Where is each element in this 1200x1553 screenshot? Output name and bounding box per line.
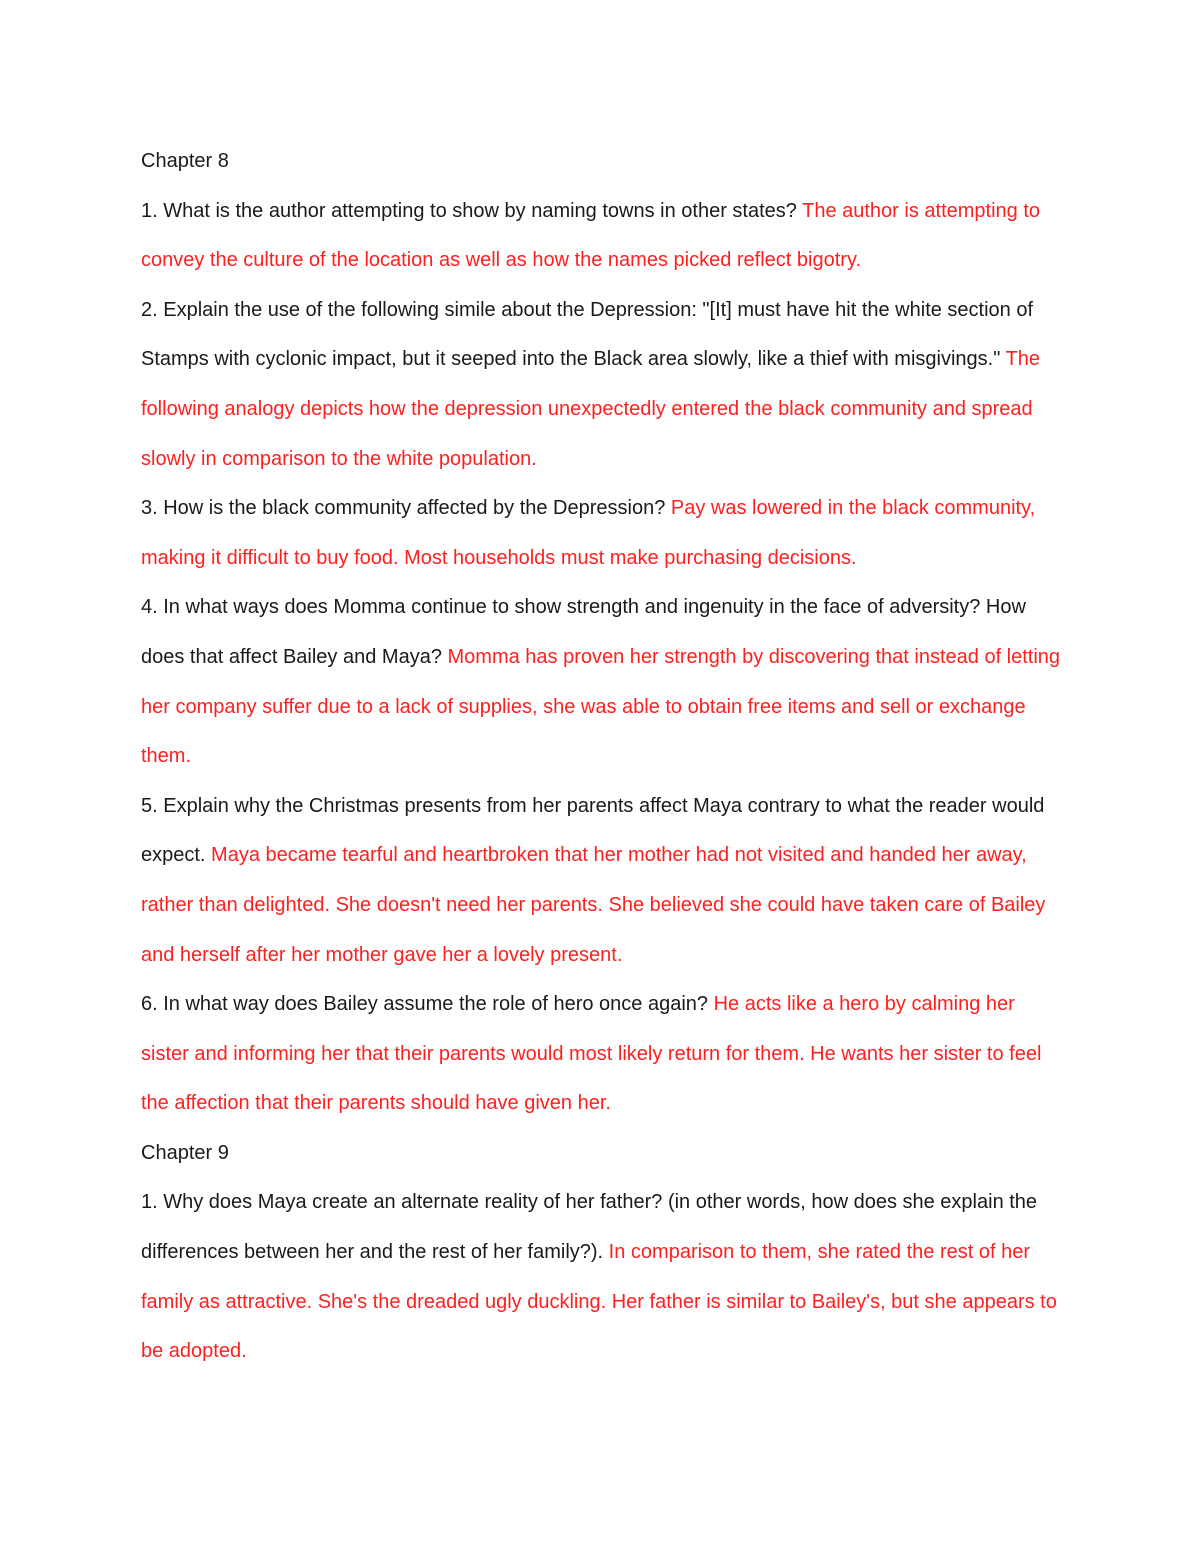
question-text: 5. Explain why the Christmas presents from her parents affect Maya contrary to what the reader would expect.	[141, 794, 1045, 867]
answer-text: The author is attempting to convey the culture of the location as well as how the names picked reflect bigotry.	[141, 199, 1041, 272]
answer-text: Momma has proven her strength by discovering that instead of letting her company suffer due to a lack of supplies, she was able to obtain free items and sell or exchange them.	[141, 645, 1061, 768]
answer-text: Pay was lowered in the black community, making it difficult to buy food. Most households must make purchasing decisions.	[141, 497, 1036, 569]
chapter-heading: Chapter 8	[141, 150, 229, 172]
answer-text: Maya became tearful and heartbroken that her mother had not visited and handed her away, rather than delighted. She doesn't need her parents. She believed she could have taken care of Bailey and herself after her mother gave her a lovely present.	[141, 844, 1046, 966]
answer-text: The following analogy depicts how the depression unexpectedly entered the black community and spread slowly in comparison to the white population.	[141, 348, 1040, 470]
question-item	[141, 1178, 1061, 1376]
question-text: 2. Explain the use of the following simile about the Depression: "[It] must have hit the white section of Stamps with cyclonic impact, but it seeped into the Black area slowly, like a thief with misgivings."	[141, 298, 1034, 371]
question-item	[141, 187, 1061, 286]
answer-text: In comparison to them, she rated the rest of her family as attractive. She's the dreaded ugly duckling. Her father is similar to Bailey's, but she appears to be adopted.	[141, 1241, 1057, 1363]
question-text: 3. How is the black community affected by the Depression?	[141, 497, 671, 520]
question-item	[141, 980, 1061, 1129]
question-item	[141, 583, 1061, 781]
question-text: 6. In what way does Bailey assume the role of hero once again?	[141, 993, 714, 1016]
question-text: 1. Why does Maya create an alternate reality of her father? (in other words, how does she explain the differences between her and the rest of her family?).	[141, 1191, 1038, 1264]
question-text: 1. What is the author attempting to show by naming towns in other states?	[141, 199, 803, 222]
document-body	[141, 137, 1061, 1377]
question-item	[141, 782, 1061, 980]
chapter-heading: Chapter 9	[141, 1141, 229, 1164]
question-text: 4. In what ways does Momma continue to show strength and ingenuity in the face of adversity? How does that affect Bailey and Maya?	[141, 596, 1026, 668]
answer-text: He acts like a hero by calming her sister and informing her that their parents would most likely return for them. He wants her sister to feel the affection that their parents should have given her.	[141, 993, 1042, 1115]
question-item	[141, 286, 1061, 484]
question-item	[141, 484, 1061, 583]
